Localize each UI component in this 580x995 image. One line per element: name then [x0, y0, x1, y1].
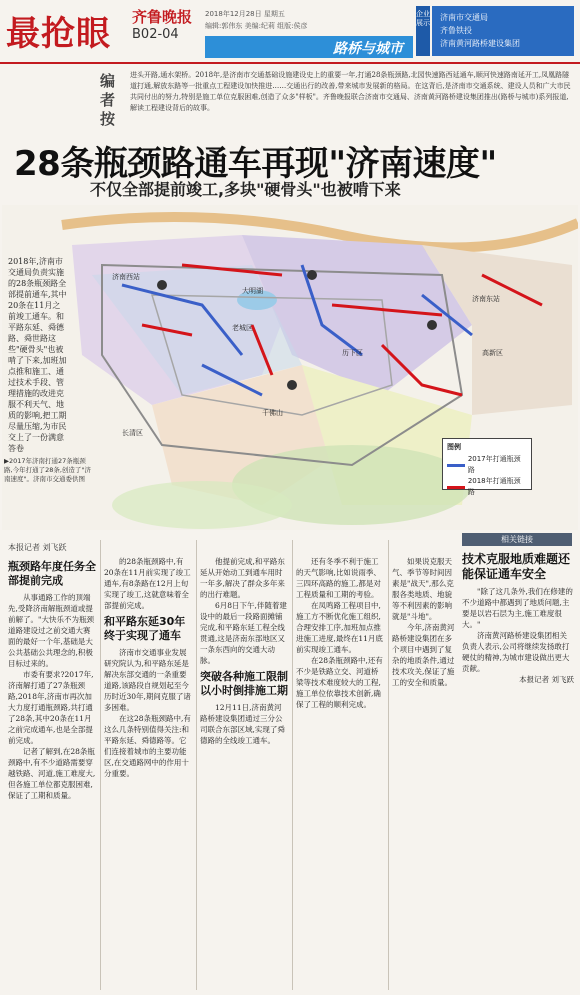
- paragraph: 6月8日下午,伴随着建设中的最后一段路面摊铺完成,和平路东延工程全线贯通,这是济南东部地区又一条东西向的交通大动脉。: [200, 601, 287, 665]
- article-column: [392, 556, 456, 992]
- related-link-tag: 相关链接: [462, 533, 572, 546]
- paragraph: 如果说克服天气、季节等时间因素是"战天",那么克服各类地质、地貌等不利因素的影响就是"斗地"。: [392, 557, 454, 621]
- map-lede: 2018年,济南市交通局负责实施的28条瓶颈路全部提前通车,其中20条在11月之前竣工通车。和平路东延、舜德路、舜世路这些"硬骨头"也被啃了下来,加班加点推和施工、通过技术手段、管理措施的改进克服不利天气、地质的影响,把工期尽量压缩,为市民交上了一份满意答卷: [8, 257, 67, 453]
- ad-box: [432, 6, 574, 56]
- column-heading: 瓶颈路年度任务全部提前完成: [8, 560, 96, 587]
- column-divider: [196, 540, 197, 990]
- ad-label: 企业展示: [416, 6, 430, 56]
- ad-line: 齐鲁铁投: [440, 26, 472, 35]
- legend-entry: [447, 454, 527, 476]
- page-number: B02-04: [132, 27, 179, 42]
- editor-note-tag: 编者按: [100, 72, 116, 128]
- sidebar-column: [462, 586, 574, 990]
- place-label: 高新区: [482, 349, 503, 357]
- paragraph: 记者了解到,在28条瓶颈路中,有不少道路需要穿越铁路、河道,施工难度大,但各施工单位都克服困难,保证了工期和质量。: [8, 747, 96, 800]
- place-label: 老城区: [232, 324, 253, 332]
- paragraph: "除了这几条外,我们在修建的不少道路中都遇到了地质问题,主要是以岩石层为主,施工难度很大。": [462, 587, 573, 629]
- sidebar-byline: 本报记者 刘飞跃: [519, 675, 574, 684]
- masthead: [0, 0, 580, 62]
- legend-title: 图例: [447, 443, 461, 451]
- place-label: 长清区: [122, 429, 143, 437]
- article-column: [296, 556, 384, 992]
- issue-meta: [205, 8, 308, 32]
- article-column: [104, 556, 192, 992]
- paragraph: 今年,济南黄河路桥建设集团在多个项目中遇到了复杂的地质条件,通过技术攻关,保证了施工的安全和质量。: [392, 623, 455, 687]
- place-label: 历下区: [342, 349, 363, 357]
- brand-title: 最抢眼: [6, 14, 111, 54]
- column-divider: [292, 540, 293, 990]
- paragraph: 的28条瓶颈路中,有20条在11月前实现了竣工通车,有8条路在12月上旬实现了竣工,这就意味着全部提前完成。: [104, 557, 191, 610]
- paragraph: 他提前完成,和平路东延从开始动工到通车用时一年多,解决了群众多年来的出行难题。: [200, 557, 285, 599]
- paragraph: 济南市交通事业发展研究院认为,和平路东延是解决东部交通的一条重要道路,该路段自规划起至今历时近30年,期间克服了诸多困难。: [104, 648, 191, 712]
- map-legend: [442, 438, 532, 496]
- divider: [0, 62, 580, 64]
- map-caption: ▶2017年济南打通27条瓶颈路,今年打通了28条,创造了"济南速度"。济南市交通委供图: [4, 457, 91, 483]
- legend-label: 2018年打通瓶颈路: [467, 477, 521, 496]
- legend-label: 2017年打通瓶颈路: [467, 455, 521, 474]
- subheadline: 不仅全部提前竣工,多块"硬骨头"也被啃下来: [90, 180, 401, 199]
- legend-entry: [447, 476, 527, 498]
- editor-credits: 编辑:郭伟东 美编:纪莉 组版:侯彦: [205, 22, 308, 30]
- paper-name: 齐鲁晚报: [132, 8, 193, 26]
- byline: 本报记者 刘飞跃: [8, 543, 67, 552]
- legend-swatch: [447, 486, 465, 489]
- paragraph: 还有冬季不利于施工的天气影响,比如说雨季、三四环高路的施工,都是对工程质量和工期的考验。: [296, 557, 381, 599]
- paragraph: 在这28条瓶颈路中,有这么几条特别值得关注:和平路东延、舜德路等。它们连接着城市的主要功能区,在交通路网中的作用十分重要。: [104, 714, 191, 778]
- paragraph: 12月11日,济南黄河路桥建设集团通过三分公司联合东部区域,实现了舜德路的全线竣工通车。: [200, 703, 285, 745]
- sidebar-title: 技术克服地质难题还能保证通车安全: [462, 552, 571, 581]
- issue-date: 2018年12月28日 星期五: [205, 10, 285, 18]
- article-column: [200, 556, 288, 992]
- section-title: 路桥与城市: [333, 41, 403, 57]
- place-label: 大明湖: [242, 287, 263, 295]
- headline: 28条瓶颈路通车再现"济南速度": [14, 144, 497, 184]
- column-divider: [100, 540, 101, 990]
- section-band: [205, 36, 413, 58]
- place-label: 济南东站: [472, 295, 500, 303]
- place-label: 济南西站: [112, 273, 140, 281]
- legend-swatch: [447, 464, 465, 467]
- paragraph: 市委有要求?2017年,济南解打通了27条瓶颈路,2018年,济南市再次加大力度打通瓶颈路,共打通了28条,其中20条在11月之前完成通车,也是全部提前完成。: [8, 670, 94, 745]
- ad-line: 济南市交通局: [440, 13, 488, 22]
- column-heading: 和平路东延30年终于实现了通车: [104, 615, 186, 642]
- article-column: [8, 556, 96, 992]
- place-label: 千佛山: [262, 409, 283, 417]
- column-heading: 突破各种施工限制以小时倒排施工期: [200, 670, 288, 697]
- paragraph: 从事通路工作的顶端先,受降济南解瓶颈道或提前解了。"大快乐不为瓶颈道路建设过之前交通大赛面的最好一个年,基础是大公共基础公共理念的,积极目标过来的。: [8, 593, 94, 668]
- paragraph: 济南黄河路桥建设集团相关负责人表示,公司将继续发扬敢打硬仗的精神,为城市建设做出更大贡献。: [462, 631, 570, 673]
- ad-line: 济南黄河路桥建设集团: [440, 39, 520, 48]
- editor-note: 进头开路,通水架桥。2018年,是济南市交通基础设施建设史上的重要一年,打通28条瓶颈路,北园快速路西延通车,顺河快速路南延开工,凤凰路隧道打通,解放东路等一批重点工程建设加快推进……交通出行的改善,带来城市发展新的格局。在这背后,是济南市交通系统、建设人员和广大市民共同付出的努力,特别是施工单位克服困难,创造了众多"样板"。齐鲁晚报联合济南市交通局、济南黄河路桥建设集团推出(路桥与城市)系列报道,解读工程建设背后的故事。: [130, 71, 571, 112]
- column-divider: [388, 540, 389, 990]
- paragraph: 在28条瓶颈路中,还有不少是铁路立交、河道桥梁等技术难度较大的工程,施工单位依靠技术创新,确保了工程的顺利完成。: [296, 656, 383, 709]
- paragraph: 在凤鸣路工程项目中,施工方不断优化施工组织,合理安排工序,加班加点推进施工进度,最终在11月底前实现竣工通车。: [296, 601, 383, 654]
